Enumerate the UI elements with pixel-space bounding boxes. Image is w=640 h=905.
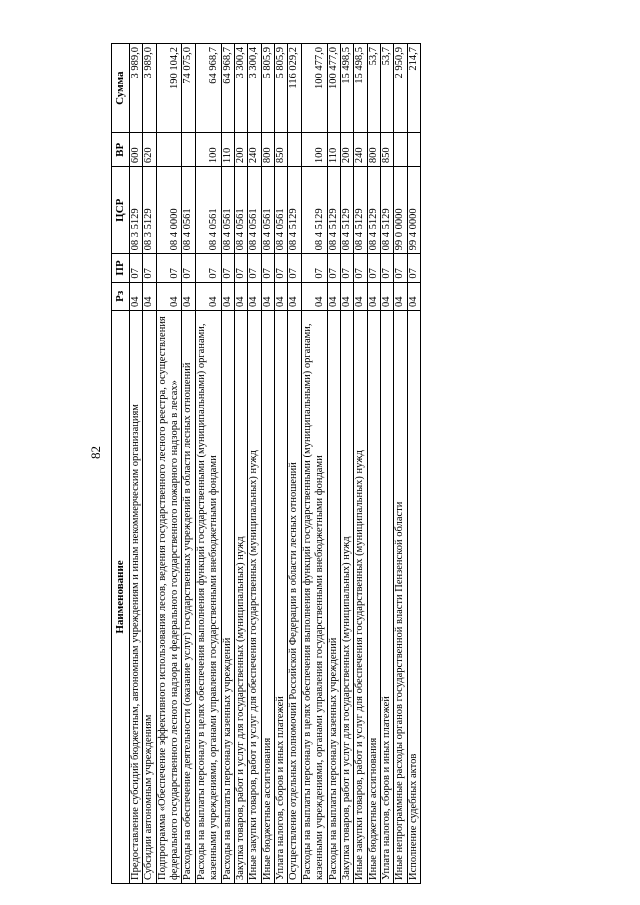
table-row: [221, 44, 234, 884]
cell-csr: 08 4 5129: [301, 167, 327, 254]
table-row: [195, 44, 221, 884]
cell-name: Расходы на выплаты персоналу казенных учреждений: [327, 310, 340, 883]
cell-name: Субсидии автономным учреждениям: [143, 310, 156, 883]
cell-vr: 800: [367, 133, 380, 167]
cell-vr: 200: [340, 133, 353, 167]
cell-vr: [394, 133, 407, 167]
cell-vr: 200: [234, 133, 247, 167]
cell-sum: 53,7: [367, 44, 380, 133]
cell-rz: 04: [327, 282, 340, 310]
cell-sum: 190 104,2: [156, 44, 182, 133]
cell-pr: 07: [407, 254, 420, 282]
cell-name: Иные бюджетные ассигнования: [367, 310, 380, 883]
cell-rz: 04: [340, 282, 353, 310]
cell-csr: 08 4 0561: [221, 167, 234, 254]
header-vr: ВР: [112, 133, 130, 167]
header-pr: ПР: [112, 254, 130, 282]
cell-vr: [288, 133, 301, 167]
cell-name: Расходы на выплаты персоналу казенных учреждений: [221, 310, 234, 883]
cell-rz: 04: [156, 282, 182, 310]
cell-csr: 08 3 5129: [129, 167, 142, 254]
cell-name: Иные закупки товаров, работ и услуг для обеспечения государственных (муниципальных) нужд: [248, 310, 261, 883]
cell-name: Закупка товаров, работ и услуг для государственных (муниципальных) нужд: [340, 310, 353, 883]
cell-vr: 110: [327, 133, 340, 167]
cell-name: Подпрограмма «Обеспечение эффективного использования лесов, ведения государственного лесного реестра, осуществления федерального государственного лесного надзора и федерального государственного пожарного надзора в лесах»: [156, 310, 182, 883]
cell-sum: 5 805,9: [261, 44, 274, 133]
cell-csr: 08 4 5129: [381, 167, 394, 254]
table-row: [301, 44, 327, 884]
cell-vr: [182, 133, 195, 167]
cell-pr: 07: [381, 254, 394, 282]
cell-rz: 04: [367, 282, 380, 310]
cell-csr: 08 4 0561: [195, 167, 221, 254]
cell-vr: 850: [381, 133, 394, 167]
table-row: [129, 44, 142, 884]
cell-csr: 08 4 0561: [275, 167, 288, 254]
cell-pr: 07: [340, 254, 353, 282]
cell-pr: 07: [301, 254, 327, 282]
cell-csr: 08 4 0000: [156, 167, 182, 254]
cell-name: Иные закупки товаров, работ и услуг для обеспечения государственных (муниципальных) нужд: [354, 310, 367, 883]
cell-sum: 3 300,4: [234, 44, 247, 133]
cell-csr: 08 4 0561: [182, 167, 195, 254]
table-row: [367, 44, 380, 884]
cell-pr: 07: [143, 254, 156, 282]
table-body: [129, 44, 420, 884]
header-csr: ЦСР: [112, 167, 130, 254]
cell-csr: 08 4 5129: [354, 167, 367, 254]
cell-rz: 04: [195, 282, 221, 310]
cell-name: Расходы на обеспечение деятельности (оказание услуг) государственных учреждений в области лесных отношений: [182, 310, 195, 883]
table-row: [407, 44, 420, 884]
header-name: Наименование: [112, 310, 130, 883]
header-sum: Сумма: [112, 44, 130, 133]
table-row: [327, 44, 340, 884]
table-row: [275, 44, 288, 884]
cell-sum: 15 498,5: [340, 44, 353, 133]
cell-pr: 07: [248, 254, 261, 282]
cell-sum: 214,7: [407, 44, 420, 133]
budget-table: [111, 43, 421, 884]
cell-name: Уплата налогов, сборов и иных платежей: [275, 310, 288, 883]
cell-sum: 100 477,0: [301, 44, 327, 133]
table-row: [354, 44, 367, 884]
cell-rz: 04: [394, 282, 407, 310]
cell-pr: 07: [367, 254, 380, 282]
cell-pr: 07: [221, 254, 234, 282]
cell-sum: 3 989,0: [129, 44, 142, 133]
table-row: [288, 44, 301, 884]
cell-rz: 04: [407, 282, 420, 310]
cell-vr: 850: [275, 133, 288, 167]
cell-rz: 04: [301, 282, 327, 310]
cell-pr: 07: [261, 254, 274, 282]
cell-vr: [156, 133, 182, 167]
cell-csr: 08 4 5129: [367, 167, 380, 254]
cell-sum: 64 968,7: [195, 44, 221, 133]
cell-rz: 04: [288, 282, 301, 310]
cell-name: Уплата налогов, сборов и иных платежей: [381, 310, 394, 883]
cell-sum: 64 968,7: [221, 44, 234, 133]
cell-name: Иные бюджетные ассигнования: [261, 310, 274, 883]
cell-vr: 800: [261, 133, 274, 167]
cell-csr: 99 4 0000: [407, 167, 420, 254]
cell-csr: 99 0 0000: [394, 167, 407, 254]
cell-sum: 15 498,5: [354, 44, 367, 133]
cell-name: Исполнение судебных актов: [407, 310, 420, 883]
cell-vr: 620: [143, 133, 156, 167]
cell-pr: 07: [182, 254, 195, 282]
cell-pr: 07: [275, 254, 288, 282]
cell-rz: 04: [261, 282, 274, 310]
cell-csr: 08 4 0561: [234, 167, 247, 254]
table-row: [340, 44, 353, 884]
table-row: [248, 44, 261, 884]
table-row: [234, 44, 247, 884]
cell-name: Расходы на выплаты персоналу в целях обеспечения выполнения функций государственными (муниципальными) органами, казенными учреждениями, органами управления государственными внебюджетными фондами: [195, 310, 221, 883]
cell-sum: 74 075,0: [182, 44, 195, 133]
cell-name: Иные непрограммные расходы органов государственной власти Пензенской области: [394, 310, 407, 883]
cell-sum: 100 477,0: [327, 44, 340, 133]
cell-rz: 04: [381, 282, 394, 310]
table-header-row: [112, 44, 130, 884]
cell-vr: 100: [195, 133, 221, 167]
cell-csr: 08 4 0561: [248, 167, 261, 254]
cell-rz: 04: [234, 282, 247, 310]
cell-pr: 07: [234, 254, 247, 282]
cell-csr: 08 3 5129: [143, 167, 156, 254]
cell-name: Закупка товаров, работ и услуг для государственных (муниципальных) нужд: [234, 310, 247, 883]
header-rz: Рз: [112, 282, 130, 310]
cell-pr: 07: [156, 254, 182, 282]
cell-csr: 08 4 5129: [327, 167, 340, 254]
cell-name: Осуществление отдельных полномочий Российской Федерации в области лесных отношений: [288, 310, 301, 883]
cell-sum: 5 805,9: [275, 44, 288, 133]
table-row: [156, 44, 182, 884]
cell-pr: 07: [195, 254, 221, 282]
cell-sum: 116 029,2: [288, 44, 301, 133]
cell-rz: 04: [248, 282, 261, 310]
cell-pr: 07: [394, 254, 407, 282]
cell-sum: 3 300,4: [248, 44, 261, 133]
cell-vr: 240: [354, 133, 367, 167]
table-row: [182, 44, 195, 884]
cell-pr: 07: [327, 254, 340, 282]
cell-pr: 07: [129, 254, 142, 282]
cell-rz: 04: [129, 282, 142, 310]
cell-vr: 600: [129, 133, 142, 167]
cell-csr: 08 4 5129: [288, 167, 301, 254]
table-row: [394, 44, 407, 884]
cell-vr: [407, 133, 420, 167]
table-row: [381, 44, 394, 884]
table-row: [143, 44, 156, 884]
cell-vr: 240: [248, 133, 261, 167]
page-number: 82: [88, 446, 103, 459]
cell-sum: 53,7: [381, 44, 394, 133]
cell-sum: 2 950,9: [394, 44, 407, 133]
cell-rz: 04: [221, 282, 234, 310]
cell-rz: 04: [182, 282, 195, 310]
cell-name: Предоставление субсидий бюджетным, автономным учреждениям и иным некоммерческим организациям: [129, 310, 142, 883]
cell-csr: 08 4 0561: [261, 167, 274, 254]
cell-rz: 04: [275, 282, 288, 310]
cell-pr: 07: [354, 254, 367, 282]
cell-pr: 07: [288, 254, 301, 282]
cell-sum: 3 989,0: [143, 44, 156, 133]
table-row: [261, 44, 274, 884]
cell-vr: 100: [301, 133, 327, 167]
cell-vr: 110: [221, 133, 234, 167]
cell-rz: 04: [143, 282, 156, 310]
cell-name: Расходы на выплаты персоналу в целях обеспечения выполнения функций государственными (муниципальными) органами, казенными учреждениями, органами управления государственными внебюджетными фондами: [301, 310, 327, 883]
cell-csr: 08 4 5129: [340, 167, 353, 254]
cell-rz: 04: [354, 282, 367, 310]
